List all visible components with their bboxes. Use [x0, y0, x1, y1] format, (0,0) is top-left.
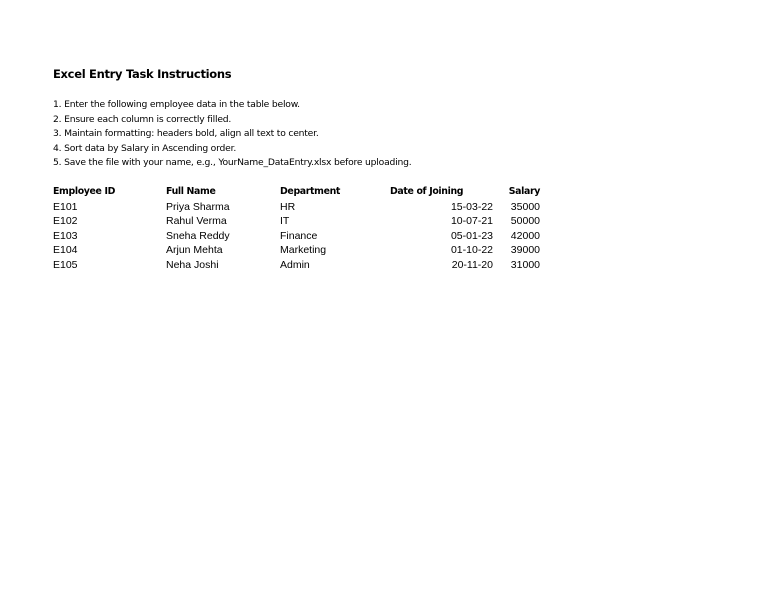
- page-title: Excel Entry Task Instructions: [53, 67, 232, 81]
- instruction-item: 3. Maintain formatting: headers bold, align all text to center.: [53, 128, 319, 140]
- instruction-item: 4. Sort data by Salary in Ascending order.: [53, 142, 237, 154]
- cell-department[interactable]: IT: [280, 215, 290, 228]
- table-row: [53, 200, 540, 215]
- cell-salary[interactable]: 31000: [510, 258, 540, 271]
- cell-employee-id[interactable]: E104: [53, 244, 78, 257]
- instruction-list: [53, 98, 411, 171]
- header-employee-id[interactable]: Employee ID: [53, 186, 116, 197]
- cell-full-name[interactable]: Priya Sharma: [166, 200, 230, 213]
- cell-salary[interactable]: 42000: [510, 229, 540, 242]
- cell-employee-id[interactable]: E103: [53, 229, 78, 242]
- instruction-item: 5. Save the file with your name, e.g., YourName_DataEntry.xlsx before uploading.: [53, 157, 412, 169]
- header-full-name[interactable]: Full Name: [166, 186, 216, 197]
- instruction-item: 2. Ensure each column is correctly filled.: [53, 113, 232, 125]
- header-date-of-joining[interactable]: Date of Joining: [390, 186, 464, 197]
- header-department[interactable]: Department: [280, 186, 341, 197]
- instruction-item: 1. Enter the following employee data in the table below.: [53, 99, 300, 110]
- cell-department[interactable]: Admin: [280, 258, 310, 271]
- cell-salary[interactable]: 39000: [510, 244, 540, 257]
- cell-date-of-joining[interactable]: 10-07-21: [450, 215, 493, 228]
- cell-employee-id[interactable]: E105: [53, 258, 78, 271]
- cell-salary[interactable]: 50000: [510, 215, 540, 228]
- cell-salary[interactable]: 35000: [510, 200, 540, 213]
- cell-department[interactable]: Marketing: [280, 244, 327, 257]
- cell-employee-id[interactable]: E101: [53, 200, 78, 213]
- cell-employee-id[interactable]: E102: [53, 215, 78, 228]
- cell-department[interactable]: HR: [280, 200, 296, 213]
- table-row: [53, 243, 540, 258]
- employee-table: [53, 185, 540, 273]
- cell-date-of-joining[interactable]: 15-03-22: [450, 200, 493, 213]
- header-salary[interactable]: Salary: [508, 186, 540, 197]
- cell-full-name[interactable]: Neha Joshi: [166, 258, 219, 271]
- table-row: [53, 229, 540, 244]
- cell-date-of-joining[interactable]: 01-10-22: [450, 244, 493, 257]
- cell-date-of-joining[interactable]: 05-01-23: [450, 229, 493, 242]
- cell-department[interactable]: Finance: [280, 229, 318, 242]
- cell-full-name[interactable]: Sneha Reddy: [166, 229, 230, 242]
- cell-full-name[interactable]: Rahul Verma: [166, 215, 227, 228]
- table-header-row: [53, 185, 540, 200]
- table-row: [53, 258, 540, 273]
- table-row: [53, 214, 540, 229]
- cell-date-of-joining[interactable]: 20-11-20: [451, 258, 493, 271]
- cell-full-name[interactable]: Arjun Mehta: [166, 244, 223, 257]
